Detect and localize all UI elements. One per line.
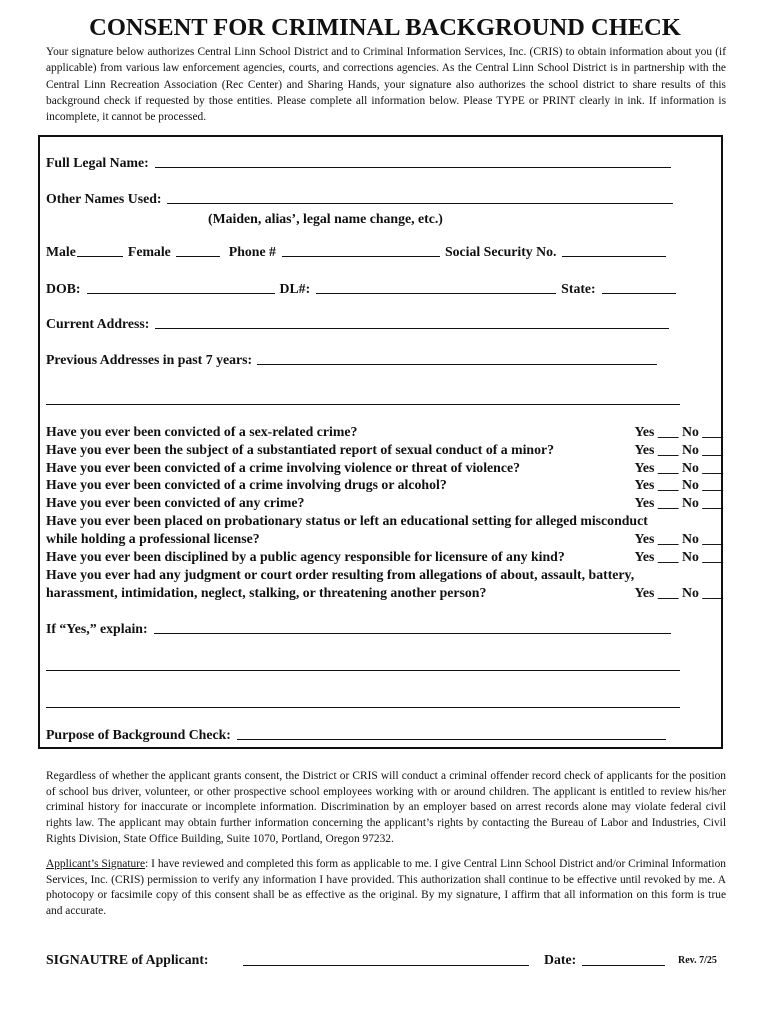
signature-statement-text: : I have reviewed and completed this form as applicable to me. I give Central Linn School District and/or Criminal Information Services, Inc. (CRIS) permission to verify any information I have provided. This authorization shall continue to be effective until revoked by me. A photocopy or facsimile copy of this consent shall be as effective as the original. By my signature, I affirm that all information on this form is true and accurate. [46, 858, 726, 918]
date-label: Date: [544, 952, 577, 967]
question-row [46, 442, 723, 458]
question-text: while holding a professional license? [46, 531, 260, 546]
other-names-hint: (Maiden, alias’, legal name change, etc.) [208, 211, 443, 226]
gender-phone-ssn-row [46, 244, 666, 260]
question-row [46, 513, 723, 529]
other-names-field[interactable] [167, 202, 673, 204]
question-row [46, 585, 723, 601]
female-field[interactable] [176, 255, 220, 257]
previous-addresses-row [46, 352, 657, 368]
question-text: Have you ever been the subject of a substantiated report of sexual conduct of a minor? [46, 442, 555, 457]
dob-dl-state-row [46, 281, 676, 297]
rights-notice: Regardless of whether the applicant grants consent, the District or CRIS will conduct a criminal offender record check of applicants for the position of school bus driver, volunteer, or other prospective school employees working with or around children. The applicant is entitled to review his/her criminal history for inaccurate or incomplete information. Discrimination by an employer based on arrest records alone may violate federal civil rights law. The applicant may obtain further information concerning the applicant’s rights by contacting the Bureau of Labor and Industries, Civil Rights Division, State Office Building, Suite 1070, Portland, Oregon 97232. [46, 770, 726, 845]
yes-no-choice[interactable]: Yes ___ No ___ [634, 585, 723, 600]
previous-addresses-field[interactable] [257, 363, 657, 365]
state-field[interactable] [602, 292, 676, 294]
purpose-label: Purpose of Background Check: [46, 727, 231, 742]
male-field[interactable] [77, 255, 123, 257]
purpose-field[interactable] [237, 738, 666, 740]
explain-label: If “Yes,” explain: [46, 621, 148, 636]
yes-no-choice[interactable]: Yes ___ No ___ [634, 442, 723, 457]
yes-no-choice[interactable]: Yes ___ No ___ [634, 495, 723, 510]
full-legal-name-field[interactable] [155, 166, 671, 168]
current-address-field[interactable] [155, 327, 669, 329]
other-names-row [46, 191, 673, 207]
question-text: Have you ever been convicted of a crime involving violence or threat of violence? [46, 460, 520, 475]
question-text: Have you ever been convicted of a sex-related crime? [46, 424, 358, 439]
question-text: Have you ever been convicted of a crime involving drugs or alcohol? [46, 477, 447, 492]
yes-no-choice[interactable]: Yes ___ No ___ [634, 531, 723, 546]
ssn-field[interactable] [562, 255, 666, 257]
female-label: Female [127, 244, 171, 259]
state-label: State: [561, 281, 596, 296]
question-text: Have you ever been placed on probationary status or left an educational setting for alleged misconduct [46, 513, 648, 528]
yes-no-choice[interactable]: Yes ___ No ___ [634, 460, 723, 475]
question-text: harassment, intimidation, neglect, stalking, or threatening another person? [46, 585, 487, 600]
question-text: Have you ever had any judgment or court order resulting from allegations of about, assault, battery, [46, 567, 635, 582]
question-row [46, 567, 723, 583]
question-row [46, 460, 723, 476]
previous-addresses-line-2[interactable] [46, 404, 680, 405]
question-row [46, 477, 723, 493]
explain-field[interactable] [154, 632, 671, 634]
question-text: Have you ever been disciplined by a public agency responsible for licensure of any kind? [46, 549, 565, 564]
question-row [46, 549, 723, 565]
form-title: CONSENT FOR CRIMINAL BACKGROUND CHECK [89, 14, 681, 41]
intro-paragraph: Your signature below authorizes Central Linn School District and to Criminal Information Services, Inc. (CRIS) to obtain information about you (if applicable) from various law enforcement agencies, courts, and corrections agencies. As the Central Linn School District is in partnership with the Central Linn Recreation Association (Rec Center) and Sharing Hands, your signature also authorizes the school district to share results of this background check if requested by those entities. Please complete all information below. Please TYPE or PRINT clearly in ink. If information is incomplete, it cannot be processed. [46, 46, 726, 124]
dl-label: DL#: [279, 281, 311, 296]
date-field[interactable] [582, 965, 665, 966]
signature-statement [46, 857, 726, 920]
previous-addresses-label: Previous Addresses in past 7 years: [46, 352, 253, 367]
explain-line-3[interactable] [46, 707, 680, 708]
ssn-label: Social Security No. [444, 244, 557, 259]
dl-field[interactable] [316, 292, 556, 294]
current-address-row [46, 316, 669, 332]
question-row [46, 495, 723, 511]
dob-label: DOB: [46, 281, 81, 296]
phone-label: Phone # [228, 244, 276, 259]
question-row [46, 531, 723, 547]
yes-no-choice[interactable]: Yes ___ No ___ [634, 477, 723, 492]
revision-label: Rev. 7/25 [678, 955, 717, 966]
current-address-label: Current Address: [46, 316, 150, 331]
full-legal-name-row [46, 155, 671, 171]
applicant-signature-heading: Applicant’s Signature [46, 858, 146, 870]
signature-label: SIGNAUTRE of Applicant: [46, 952, 209, 967]
question-text: Have you ever been convicted of any crime? [46, 495, 305, 510]
yes-no-choice[interactable]: Yes ___ No ___ [634, 424, 723, 439]
male-label: Male [46, 244, 76, 259]
explain-line-2[interactable] [46, 670, 680, 671]
full-legal-name-label: Full Legal Name: [46, 155, 149, 170]
phone-field[interactable] [282, 255, 440, 257]
purpose-row [46, 727, 666, 743]
yes-no-choice[interactable]: Yes ___ No ___ [634, 549, 723, 564]
signature-field[interactable] [243, 965, 529, 966]
explain-row [46, 621, 671, 637]
other-names-label: Other Names Used: [46, 191, 162, 206]
dob-field[interactable] [87, 292, 275, 294]
question-row [46, 424, 723, 440]
